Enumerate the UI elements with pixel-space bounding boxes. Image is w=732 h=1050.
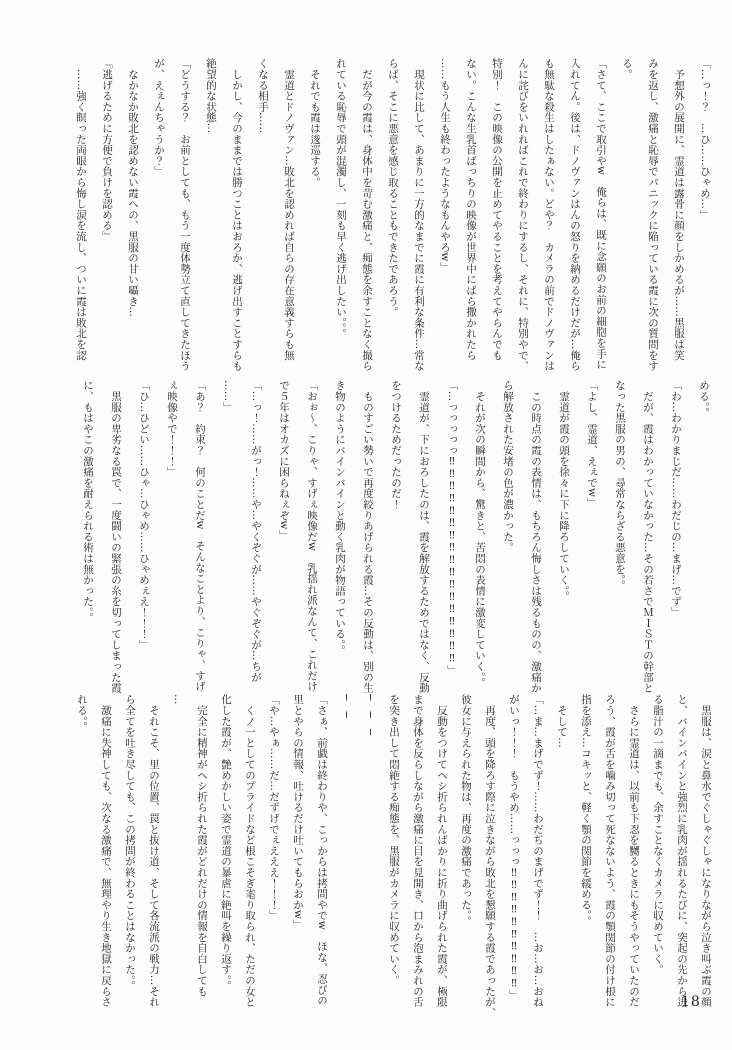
text-block-middle (74, 380, 718, 694)
text-column: 「ひ…ひどい……ひゃ…ひゃめ……ひゃめぇえ！！！」 (138, 380, 150, 650)
text-column: 「さて、ここで取引やw 俺らは、既に念願のお前の細胞を手に (595, 58, 607, 370)
text-column: 特別！ この映像の公開を止めてやることを考えてやらんでも (491, 58, 503, 361)
text-column: それこそ、里の位置、罠と抜け道、そして各流派の戦力…それ (148, 694, 160, 1008)
text-column: しかし、今のままでは勝つことはおろか、逃げ出すことすらも (231, 58, 243, 372)
text-column: ─ ─ (340, 694, 352, 719)
text-column: それでも霞は逡巡する。 (309, 58, 321, 188)
text-column: ない。こんな生乳首ばっちりの映像が世界中にばら撒かれたら (465, 58, 477, 361)
text-column: と、バインバインと強烈に乳肉が揺れるたびに、突起の先から迸 (676, 694, 688, 1008)
text-column: 「どうする？ お前としても、もう一度体勢立て直してきたほう (179, 58, 191, 372)
text-column: 激痛に失神しても、次なる激痛で、無理やり生き地獄に戻らさ (100, 694, 112, 1008)
text-column: れている恥辱で頭が混濁し、一刻も早く逃げ出したい。。。 (335, 58, 347, 340)
text-column: ……もう人生も終わったようなもんやろw」 (439, 58, 451, 273)
text-column: そして… (556, 694, 568, 748)
text-column: 入れてん。後は、ドノヴァンはんの怒りを納めるだけだが…俺ら (569, 58, 581, 372)
text-column: れる。。 (76, 694, 88, 732)
text-column: らば、そこに悪意を感じ取ることもできたであろう。 (387, 58, 399, 318)
text-column: 「…っ！……がっ！……や…やくぞぐが……やぐぞぐが…ちが (250, 380, 262, 683)
text-column: で５年はオカズに困らねぇぞw」 (278, 380, 290, 541)
text-column: なった黒服の男の、尋常ならざる悪意を。。 (614, 380, 626, 591)
text-column: それが次の瞬間から、驚きと、苦悶の表情に激変していく。。 (474, 380, 486, 688)
text-column: ……」 (222, 380, 234, 413)
text-column: を突き出して悶絶する痴態を、黒服がカメラに収めていく。 (388, 694, 400, 986)
text-column: 指を添え…コキッと、軽く顎の関節を緩める。。 (580, 694, 592, 927)
text-column: ぇ映像やで！！！」 (166, 380, 178, 478)
text-column: 予想外の展開に、霊道は露骨に顔をしかめるが……黒服は笑 (673, 58, 685, 361)
text-column: ろう、霞が舌を噛み切って死なないよう、霞の顎関節の付け根に (604, 694, 616, 1008)
page-number: 18 (681, 994, 701, 1010)
text-column: 黒服の卑劣なる罠で、一度闘いの緊張の糸を切ってしまった霞 (110, 380, 122, 694)
text-column: 『逃げるために方便で負けを認める』 (101, 58, 113, 242)
text-column: 「わ…わかりまじだ……わだじの…まげ…でず」 (670, 380, 682, 618)
text-column: 「…っ！？ …ひ……ひゃめ…」 (699, 58, 711, 220)
text-column: 黒服は、涙と鼻水でぐしゃぐしゃになりながら泣き叫ぶ霞の顔 (700, 694, 712, 1008)
text-column: だが今の霞は、身体中を苛む激痛と、痴態を余すことなく撮ら (361, 58, 373, 372)
text-column: だが、霞はわかっていなかった…その若さでＭＩＳＴの幹部と (642, 380, 654, 694)
text-column: がいっ！！！ もうやめ……っっっ‼‼‼‼‼‼‼‼‼‼」 (508, 694, 520, 1001)
text-column: も無駄な殺生はしたぁない。どや？ カメラの前でドノヴァンは (543, 58, 555, 372)
text-column: ……強く瞑った両眼から悔し涙を流し、ついに霞は敗北を認 (75, 58, 87, 361)
text-column: る。 (621, 58, 633, 80)
text-column: 霊道が、下におろしたのは、霞を解放するためではなく、反動 (418, 380, 430, 694)
text-column: 「…っっっっっ‼‼‼‼‼‼‼‼‼‼‼‼‼‼‼‼‼」 (446, 380, 458, 676)
text-column: 彼女に与えられた物は、再度の激痛であった。。 (460, 694, 472, 927)
text-column: る脂汁の一滴までも、余すことなくカメラに収めていく。 (652, 694, 664, 975)
text-column: くノ一としてのプライドなど根こそぎ毟り取られ、ただの女と (244, 694, 256, 1008)
text-column: んに詫びをいれればこれで終わりにするし、それに、特別やで、 (517, 58, 529, 372)
text-column: さらに霊道は、以前も下忍を嬲るときにもそうやっていたのだ (628, 694, 640, 1008)
text-column: に、もはやこの激痛を耐えられる術は無かった。。 (82, 380, 94, 624)
text-column: 「おぉ～、こりゃ、すげぇ映像だw 乳揺れ派なんて、これだけ (306, 380, 318, 692)
text-column: ら解放された安堵の色が濃かった。 (502, 380, 514, 553)
text-column: 「よし、霊道、えぇでw」 (586, 380, 598, 509)
text-column: ら全てを吐き尽しても、この拷問が終わることはなかった。。 (124, 694, 136, 992)
text-column: 再度、頭を降ろす際に泣きながら敗北を懇願する霞であったが、 (484, 694, 496, 1018)
text-column: まで身体を反らしながら激痛に目を見開き、口から泡まみれの舌 (412, 694, 424, 1008)
text-column: 里とやらの情報、吐けるだけ吐いてもらおかw」 (292, 694, 304, 931)
text-column: ものすごい勢いで再度絞りあげられる霞…その反動は、別の生 (362, 380, 374, 694)
text-column: 「さぁ、前戯は終わりや、こっからは拷問やでw ほな、忍びの (316, 694, 328, 1006)
text-column: 反動をつけてヘシ折られんばかりに折り曲げられた霞が、極限 (436, 694, 448, 1008)
text-column: ─ ─ ─ (364, 694, 376, 736)
text-column: 霊道とドノヴァン…敗北を認めれば自らの存在意義すらも無 (283, 58, 295, 361)
text-column: くなる相手…… (257, 58, 269, 134)
text-column: この時点の霞の表情は、もちろん悔しさは残るものの、激痛か (530, 380, 542, 694)
text-column: 「や…やぁ……だ…だずげでぇえええ！！！」 (268, 694, 280, 921)
text-column: 「…ま…まげでず！……わだぢのまげでず！！ …お…お…おね (532, 694, 544, 1008)
text-column: 化した霞が、艶めかしい姿で霊道の暴虐に絶叫を繰り返す。。 (220, 694, 232, 992)
text-column: める。。 (698, 380, 710, 418)
text-column: 現状に比して、あまりに一方的なまでに霞に有利な条件…常な (413, 58, 425, 372)
text-block-top (68, 58, 718, 372)
text-column: … (172, 694, 184, 705)
text-column: 完全に精神がヘシ折られた霞がどれだけの情報を自白しても (196, 694, 208, 997)
text-column: 絶望的な状態… (205, 58, 217, 134)
text-column: 霊道が霞の頭を徐々に下に降ろしていく。。 (558, 380, 570, 602)
text-column: みを返し、激痛と恥辱でパニックに陥っている霞に次の質問をす (647, 58, 659, 372)
text-column: をつけるためだったのだ！ (390, 380, 402, 510)
text-column: き物のようにバインバインと動く乳肉が物語っている。。 (334, 380, 346, 656)
text-column: 「あ？ 約束？ 何のことだw そんなことより、こりゃ、すげ (194, 380, 206, 692)
text-column: が、えぇんちゃうか？」 (153, 58, 165, 177)
text-column: なかなか敗北を認めない霞への、黒服の甘い囁き… (127, 58, 139, 318)
